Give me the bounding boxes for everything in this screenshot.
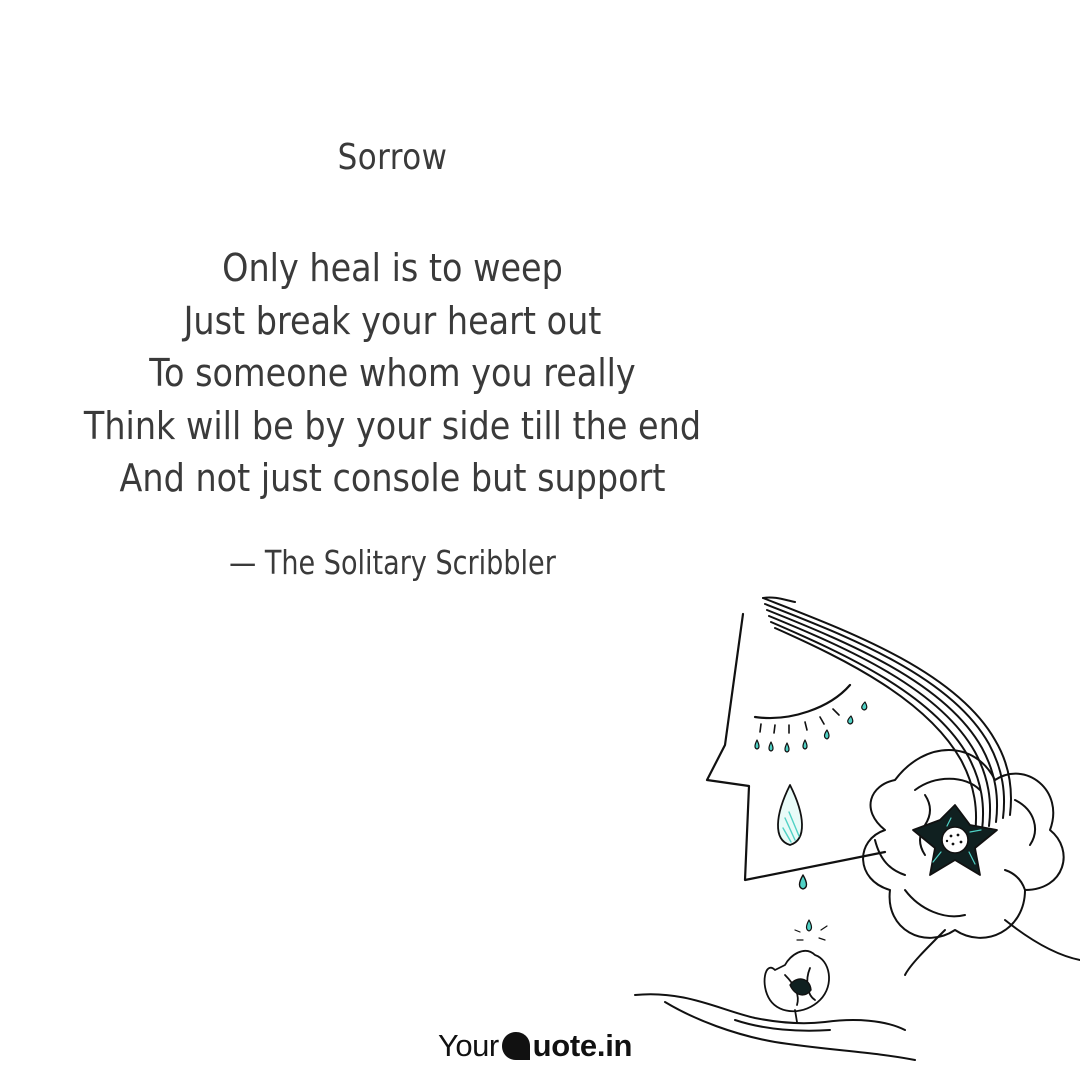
closed-eye [755,685,850,718]
brand-suffix: uote.in [532,1028,633,1063]
quote-title: Sorrow [337,137,448,178]
eyelashes [760,709,839,733]
quote-line-2: Just break your heart out [183,298,602,343]
falling-drop [800,875,807,889]
quote-block [0,128,785,587]
quote-line-3: To someone whom you really [149,351,636,395]
quote-body [0,242,785,505]
brand-prefix: Your [438,1028,499,1063]
neck-line [1005,920,1080,960]
crying-face-illustration [625,590,1080,1080]
quote-line-1: Only heal is to weep [222,246,563,290]
quote-line-4: Think will be by your side till the end [83,403,702,448]
quote-line-5: And not just console but support [119,456,666,500]
yourquote-logo [438,1024,632,1068]
hand-flower-leaf [790,979,811,995]
falling-drop-small [807,920,812,931]
quote-author: — The Solitary Scribbler [229,542,556,582]
hair-strokes [763,597,1011,834]
quote-bubble-icon [500,1030,532,1062]
